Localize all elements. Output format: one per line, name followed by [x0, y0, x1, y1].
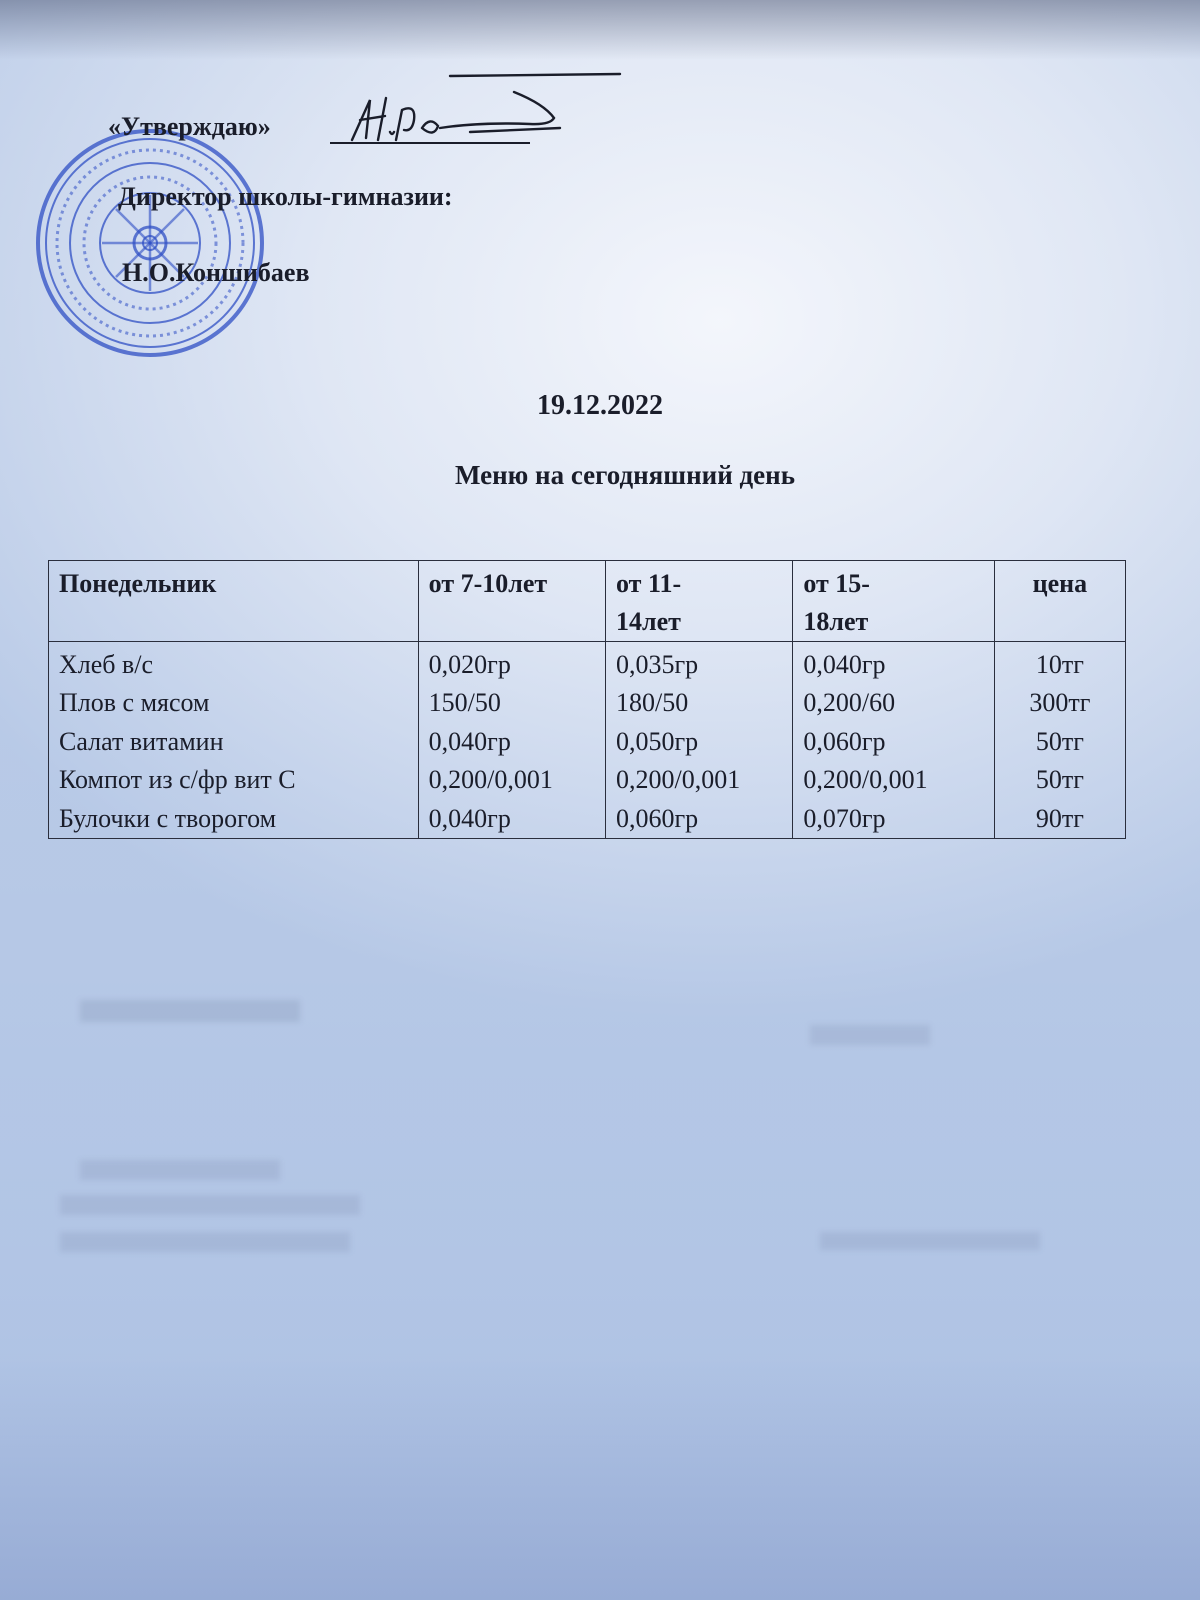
menu-title: Меню на сегодняшний день — [455, 460, 795, 490]
age-15-18-column — [793, 642, 994, 839]
menu-item-name: Булочки с творогом — [59, 803, 277, 833]
portion-11-14: 180/50 — [616, 688, 689, 718]
top-shadow — [0, 0, 1200, 60]
age-7-10-column — [418, 642, 605, 839]
menu-item-name: Салат витамин — [59, 726, 224, 756]
header-day: Понедельник — [49, 561, 419, 642]
portion-15-18: 0,060гр — [803, 726, 886, 756]
school-seal-stamp-icon — [30, 115, 275, 370]
portion-11-14: 0,200/0,001 — [616, 765, 741, 795]
table-body-row — [49, 642, 1126, 839]
item-price: 90тг — [1035, 803, 1084, 833]
signature-line — [330, 142, 530, 144]
portion-11-14: 0,035гр — [616, 650, 699, 679]
item-price: 10тг — [1035, 650, 1084, 679]
header-age-11-14 — [606, 561, 793, 642]
signature-icon — [330, 70, 630, 160]
director-name: Н.О.Коншибаев — [122, 258, 310, 287]
portion-7-10: 0,020гр — [428, 650, 511, 679]
portion-15-18: 0,200/0,001 — [803, 765, 928, 795]
menu-table — [48, 560, 1126, 839]
header-age-7-10: от 7-10лет — [418, 561, 605, 642]
portion-7-10: 0,040гр — [428, 726, 511, 756]
header-age-15-18 — [793, 561, 994, 642]
portion-15-18: 0,040гр — [803, 650, 886, 679]
header-age-15-18-text: от 15-18лет — [803, 569, 870, 636]
menu-item-name: Хлеб в/с — [59, 650, 154, 679]
item-price: 50тг — [1035, 765, 1084, 795]
portion-7-10: 0,200/0,001 — [428, 765, 553, 795]
menu-item-name: Компот из с/фр вит С — [59, 765, 296, 795]
portion-11-14: 0,060гр — [616, 803, 699, 833]
portion-7-10: 0,040гр — [428, 803, 511, 833]
age-11-14-column — [606, 642, 793, 839]
portion-15-18: 0,070гр — [803, 803, 886, 833]
menu-item-name: Плов с мясом — [59, 688, 210, 718]
portion-7-10: 150/50 — [428, 688, 501, 718]
header-price: цена — [994, 561, 1125, 642]
header-age-11-14-text: от 11-14лет — [616, 569, 682, 636]
portion-11-14: 0,050гр — [616, 726, 699, 756]
director-title: Директор школы-гимназии: — [118, 182, 453, 211]
items-column — [49, 642, 419, 839]
price-column — [994, 642, 1125, 839]
portion-15-18: 0,200/60 — [803, 688, 896, 718]
bottom-shadow — [0, 1350, 1200, 1600]
menu-date: 19.12.2022 — [537, 390, 663, 421]
item-price: 300тг — [1029, 688, 1091, 718]
approve-label: «Утверждаю» — [108, 112, 271, 141]
table-header-row — [49, 561, 1126, 642]
item-price: 50тг — [1035, 726, 1084, 756]
